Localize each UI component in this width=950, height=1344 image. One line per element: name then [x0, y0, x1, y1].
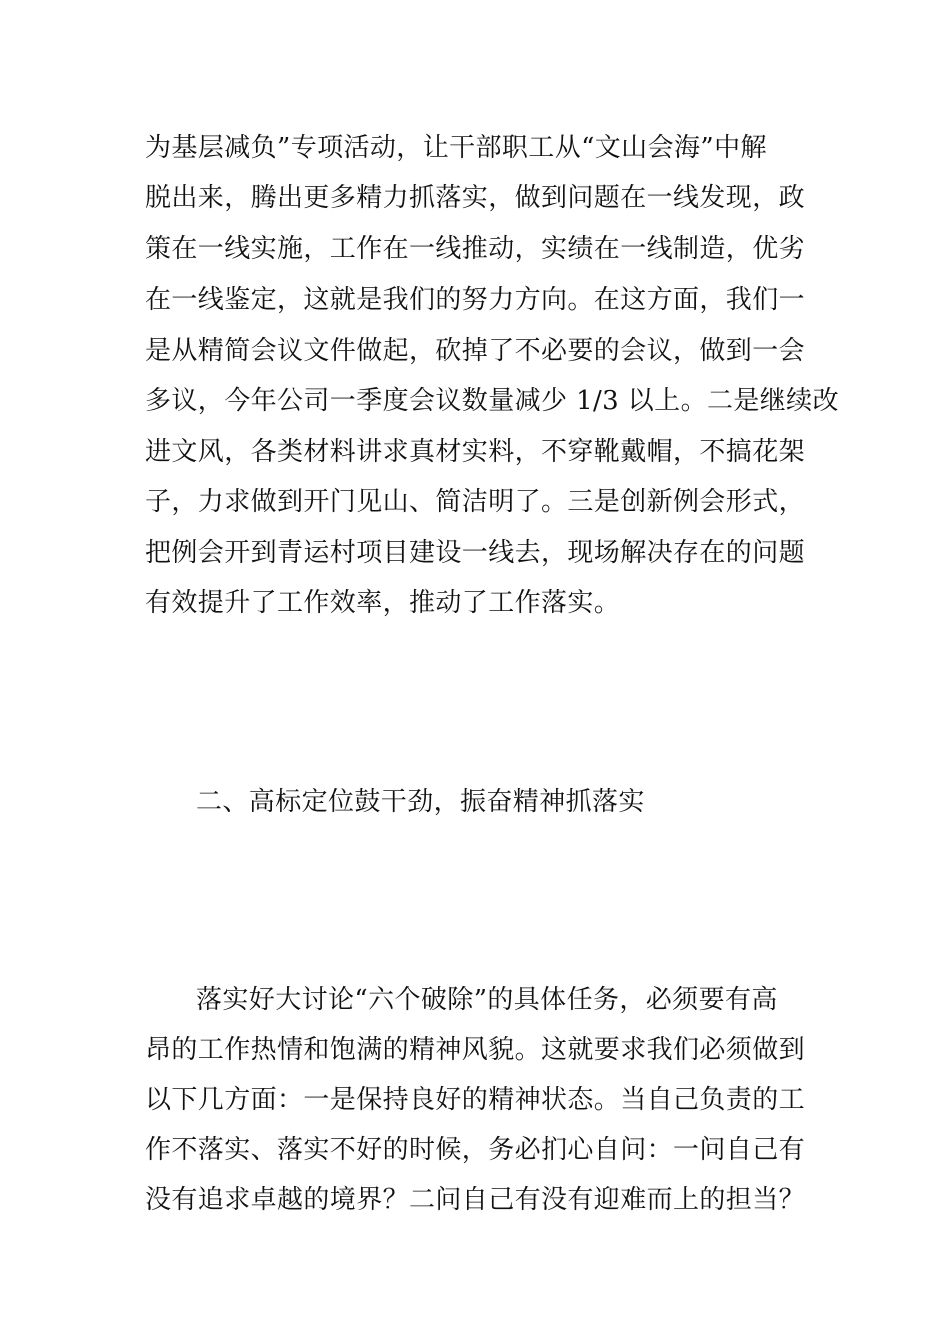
text-line: 作不落实、落实不好的时候，务必扪心自问：一问自己有 — [145, 1135, 806, 1165]
text-line: 在一线鉴定，这就是我们的努力方向。在这方面，我们一 — [145, 285, 806, 315]
text-line: 有效提升了工作效率，推动了工作落实。 — [145, 588, 621, 618]
text-line: 策在一线实施，工作在一线推动，实绩在一线制造，优劣 — [145, 234, 806, 264]
text-line: 把例会开到青运村项目建设一线去，现场解决存在的问题 — [145, 538, 806, 568]
text-line: 脱出来，腾出更多精力抓落实，做到问题在一线发现，政 — [145, 183, 806, 213]
text-line: 子，力求做到开门见山、简洁明了。三是创新例会形式， — [145, 487, 806, 517]
text-line: 昂的工作热情和饱满的精神风貌。这就要求我们必须做到 — [145, 1035, 806, 1065]
text-line: 是从精简会议文件做起，砍掉了不必要的会议，做到一会 — [145, 336, 806, 366]
text-line: 落实好大讨论“六个破除”的具体任务，必须要有高 — [196, 985, 778, 1015]
text-line: 多议，今年公司一季度会议数量减少 1/3 以上。二是继续改 — [145, 386, 839, 416]
text-line: 以下几方面：一是保持良好的精神状态。当自己负责的工 — [145, 1085, 806, 1115]
section-heading: 二、高标定位鼓干劲，振奋精神抓落实 — [196, 787, 645, 817]
text-line: 没有追求卓越的境界？二问自己有没有迎难而上的担当？ — [145, 1185, 806, 1215]
text-line: 为基层减负”专项活动，让干部职工从“文山会海”中解 — [145, 133, 767, 163]
text-line: 进文风，各类材料讲求真材实料，不穿靴戴帽，不搞花架 — [145, 437, 806, 467]
